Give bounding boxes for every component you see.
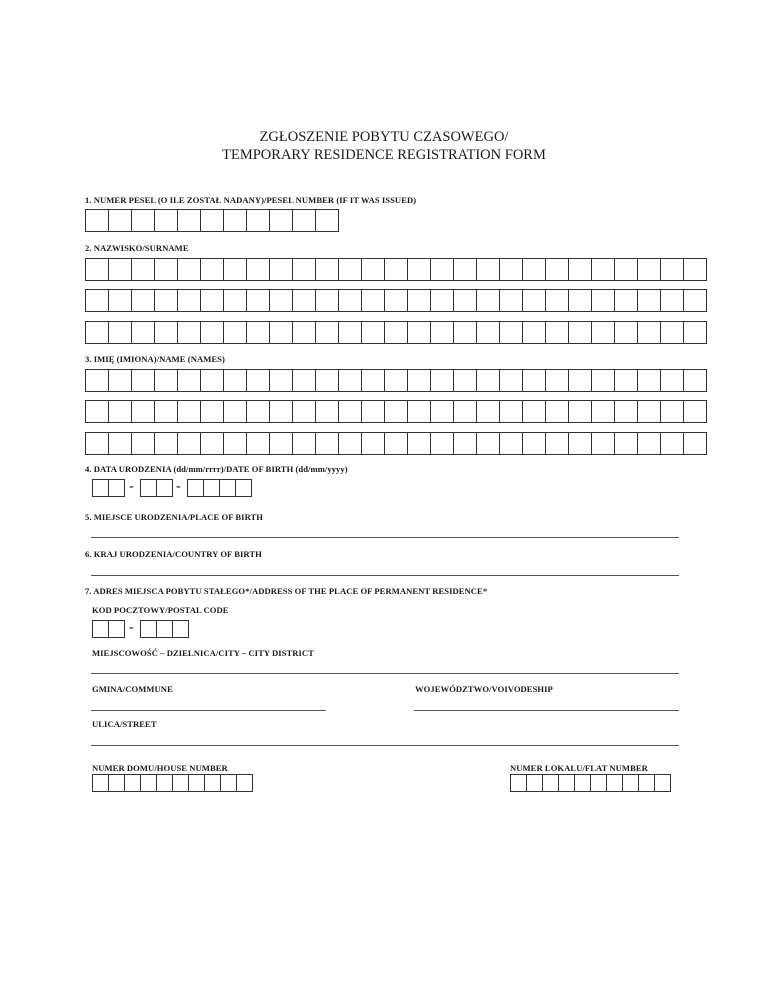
city-label: MIEJSCOWOŚĆ – DZIELNICA/CITY – CITY DISTRICT [92,648,314,658]
char-box[interactable] [201,400,224,423]
char-box[interactable] [385,321,408,344]
char-box[interactable] [546,432,569,455]
surname-input-row-3[interactable] [85,321,707,344]
char-box[interactable] [661,258,684,281]
char-box[interactable] [527,774,543,792]
char-box[interactable] [362,258,385,281]
char-box[interactable] [178,400,201,423]
char-box[interactable] [86,209,109,232]
char-box[interactable] [132,209,155,232]
char-box[interactable] [157,774,173,792]
char-box[interactable] [623,774,639,792]
char-box[interactable] [270,369,293,392]
char-box[interactable] [316,289,339,312]
char-box[interactable] [316,400,339,423]
char-box[interactable] [454,369,477,392]
char-box[interactable] [592,432,615,455]
char-box[interactable] [592,400,615,423]
char-box[interactable] [500,321,523,344]
char-box[interactable] [270,321,293,344]
char-box[interactable] [178,369,201,392]
char-box[interactable] [109,620,125,638]
char-box[interactable] [592,369,615,392]
char-box[interactable] [247,369,270,392]
char-box[interactable] [293,209,316,232]
char-box[interactable] [408,400,431,423]
char-box[interactable] [684,432,707,455]
char-box[interactable] [500,400,523,423]
char-box[interactable] [293,289,316,312]
commune-input-line[interactable] [91,710,326,711]
char-box[interactable] [270,209,293,232]
char-box[interactable] [316,321,339,344]
char-box[interactable] [385,432,408,455]
char-box[interactable] [247,209,270,232]
char-box[interactable] [477,432,500,455]
char-box[interactable] [178,209,201,232]
char-box[interactable] [293,321,316,344]
pesel-input-cells[interactable] [85,209,339,232]
char-box[interactable] [155,400,178,423]
char-box[interactable] [132,321,155,344]
char-box[interactable] [109,432,132,455]
char-box[interactable] [362,400,385,423]
char-box[interactable] [523,400,546,423]
char-box[interactable] [178,432,201,455]
char-box[interactable] [109,209,132,232]
char-box[interactable] [607,774,623,792]
char-box[interactable] [431,258,454,281]
char-box[interactable] [339,369,362,392]
char-box[interactable] [454,432,477,455]
char-box[interactable] [615,289,638,312]
char-box[interactable] [155,289,178,312]
char-box[interactable] [173,774,189,792]
dob-separator-2: - [176,479,181,494]
char-box[interactable] [201,258,224,281]
char-box[interactable] [477,369,500,392]
names-input-row-1[interactable] [85,369,707,392]
char-box[interactable] [477,289,500,312]
char-box[interactable] [339,258,362,281]
char-box[interactable] [385,400,408,423]
postal-code-separator: - [129,620,134,635]
postal-code-prefix-cells[interactable] [92,620,125,638]
char-box[interactable] [569,369,592,392]
char-box[interactable] [247,289,270,312]
char-box[interactable] [224,321,247,344]
char-box[interactable] [155,432,178,455]
char-box[interactable] [639,774,655,792]
voivodeship-input-line[interactable] [414,710,679,711]
char-box[interactable] [157,479,173,497]
char-box[interactable] [615,432,638,455]
char-box[interactable] [591,774,607,792]
char-box[interactable] [638,289,661,312]
surname-input-row-2[interactable] [85,289,707,312]
char-box[interactable] [339,289,362,312]
country-of-birth-label: 6. KRAJ URODZENIA/COUNTRY OF BIRTH [85,549,262,559]
surname-label: 2. NAZWISKO/SURNAME [85,243,189,253]
char-box[interactable] [339,400,362,423]
char-box[interactable] [132,432,155,455]
char-box[interactable] [546,289,569,312]
char-box[interactable] [523,369,546,392]
char-box[interactable] [362,321,385,344]
char-box[interactable] [408,289,431,312]
char-box[interactable] [431,289,454,312]
char-box[interactable] [575,774,591,792]
char-box[interactable] [546,369,569,392]
permanent-address-label: 7. ADRES MIEJSCA POBYTU STAŁEGO*/ADDRESS OF THE PLACE OF PERMANENT RESIDENCE* [85,586,488,596]
char-box[interactable] [615,258,638,281]
char-box[interactable] [385,369,408,392]
char-box[interactable] [220,479,236,497]
char-box[interactable] [109,258,132,281]
char-box[interactable] [500,289,523,312]
dob-month-cells[interactable] [140,479,173,497]
voivodeship-label: WOJEWÓDZTWO/VOIVODESHIP [415,684,553,694]
char-box[interactable] [132,258,155,281]
char-box[interactable] [569,258,592,281]
char-box[interactable] [93,479,109,497]
char-box[interactable] [86,321,109,344]
char-box[interactable] [125,774,141,792]
char-box[interactable] [546,400,569,423]
char-box[interactable] [408,258,431,281]
char-box[interactable] [247,432,270,455]
char-box[interactable] [173,620,189,638]
char-box[interactable] [362,432,385,455]
char-box[interactable] [569,289,592,312]
postal-code-label: KOD POCZTOWY/POSTAL CODE [92,605,229,615]
char-box[interactable] [638,258,661,281]
char-box[interactable] [543,774,559,792]
char-box[interactable] [684,258,707,281]
char-box[interactable] [546,258,569,281]
char-box[interactable] [293,369,316,392]
dob-day-cells[interactable] [92,479,125,497]
char-box[interactable] [362,289,385,312]
house-number-cells[interactable] [92,774,253,792]
char-box[interactable] [86,432,109,455]
char-box[interactable] [408,432,431,455]
char-box[interactable] [270,258,293,281]
char-box[interactable] [661,400,684,423]
pesel-label: 1. NUMER PESEL (O ILE ZOSTAŁ NADANY)/PESEL NUMBER (IF IT WAS ISSUED) [85,195,417,205]
char-box[interactable] [592,321,615,344]
country-of-birth-input-line[interactable] [91,575,679,576]
char-box[interactable] [205,774,221,792]
char-box[interactable] [293,258,316,281]
names-input-row-3[interactable] [85,432,707,455]
char-box[interactable] [316,209,339,232]
char-box[interactable] [661,289,684,312]
street-label: ULICA/STREET [92,719,157,729]
char-box[interactable] [477,258,500,281]
char-box[interactable] [247,400,270,423]
char-box[interactable] [201,289,224,312]
char-box[interactable] [204,479,220,497]
char-box[interactable] [431,400,454,423]
dob-separator-1: - [129,479,134,494]
char-box[interactable] [431,321,454,344]
char-box[interactable] [86,400,109,423]
names-label: 3. IMIĘ (IMIONA)/NAME (NAMES) [85,354,225,364]
place-of-birth-input-line[interactable] [91,537,679,538]
flat-number-cells[interactable] [510,774,671,792]
char-box[interactable] [141,620,157,638]
char-box[interactable] [270,432,293,455]
char-box[interactable] [454,400,477,423]
char-box[interactable] [132,400,155,423]
char-box[interactable] [385,289,408,312]
char-box[interactable] [237,774,253,792]
char-box[interactable] [569,432,592,455]
char-box[interactable] [661,321,684,344]
char-box[interactable] [431,369,454,392]
char-box[interactable] [638,432,661,455]
char-box[interactable] [270,400,293,423]
char-box[interactable] [316,432,339,455]
char-box[interactable] [523,258,546,281]
names-input-row-2[interactable] [85,400,707,423]
char-box[interactable] [316,258,339,281]
char-box[interactable] [224,369,247,392]
dob-label: 4. DATA URODZENIA (dd/mm/rrrr)/DATE OF BIRTH (dd/mm/yyyy) [85,464,348,474]
char-box[interactable] [270,289,293,312]
char-box[interactable] [201,432,224,455]
char-box[interactable] [201,321,224,344]
flat-number-label: NUMER LOKALU/FLAT NUMBER [510,763,648,773]
char-box[interactable] [247,321,270,344]
char-box[interactable] [500,258,523,281]
char-box[interactable] [339,432,362,455]
char-box[interactable] [408,369,431,392]
char-box[interactable] [592,258,615,281]
char-box[interactable] [132,369,155,392]
char-box[interactable] [155,321,178,344]
char-box[interactable] [93,620,109,638]
char-box[interactable] [86,369,109,392]
char-box[interactable] [454,321,477,344]
char-box[interactable] [293,432,316,455]
char-box[interactable] [141,774,157,792]
char-box[interactable] [523,289,546,312]
char-box[interactable] [523,321,546,344]
surname-input-row-1[interactable] [85,258,707,281]
street-input-line[interactable] [91,745,679,746]
char-box[interactable] [155,209,178,232]
char-box[interactable] [155,258,178,281]
form-title-polish: ZGŁOSZENIE POBYTU CZASOWEGO/ [259,129,509,145]
char-box[interactable] [684,369,707,392]
char-box[interactable] [684,321,707,344]
char-box[interactable] [109,369,132,392]
char-box[interactable] [339,321,362,344]
char-box[interactable] [615,369,638,392]
char-box[interactable] [189,774,205,792]
char-box[interactable] [569,321,592,344]
char-box[interactable] [638,400,661,423]
char-box[interactable] [661,369,684,392]
char-box[interactable] [638,369,661,392]
char-box[interactable] [109,479,125,497]
char-box[interactable] [157,620,173,638]
char-box[interactable] [109,289,132,312]
char-box[interactable] [224,400,247,423]
char-box[interactable] [500,369,523,392]
char-box[interactable] [178,321,201,344]
char-box[interactable] [132,289,155,312]
char-box[interactable] [224,209,247,232]
char-box[interactable] [201,209,224,232]
char-box[interactable] [569,400,592,423]
char-box[interactable] [155,369,178,392]
char-box[interactable] [86,289,109,312]
char-box[interactable] [236,479,252,497]
char-box[interactable] [93,774,109,792]
char-box[interactable] [615,321,638,344]
postal-code-suffix-cells[interactable] [140,620,189,638]
char-box[interactable] [178,258,201,281]
char-box[interactable] [431,432,454,455]
char-box[interactable] [178,289,201,312]
char-box[interactable] [684,289,707,312]
city-input-line[interactable] [91,673,679,674]
char-box[interactable] [362,369,385,392]
char-box[interactable] [109,321,132,344]
char-box[interactable] [316,369,339,392]
char-box[interactable] [592,289,615,312]
char-box[interactable] [477,321,500,344]
char-box[interactable] [188,479,204,497]
char-box[interactable] [385,258,408,281]
char-box[interactable] [559,774,575,792]
char-box[interactable] [247,258,270,281]
char-box[interactable] [615,400,638,423]
char-box[interactable] [684,400,707,423]
place-of-birth-label: 5. MIEJSCE URODZENIA/PLACE OF BIRTH [85,512,264,522]
char-box[interactable] [293,400,316,423]
char-box[interactable] [546,321,569,344]
form-title-english: TEMPORARY RESIDENCE REGISTRATION FORM [222,147,546,163]
char-box[interactable] [661,432,684,455]
char-box[interactable] [224,258,247,281]
dob-year-cells[interactable] [187,479,252,497]
char-box[interactable] [408,321,431,344]
char-box[interactable] [454,289,477,312]
commune-label: GMINA/COMMUNE [92,684,173,694]
char-box[interactable] [86,258,109,281]
char-box[interactable] [201,369,224,392]
char-box[interactable] [141,479,157,497]
char-box[interactable] [221,774,237,792]
char-box[interactable] [500,432,523,455]
char-box[interactable] [109,774,125,792]
char-box[interactable] [511,774,527,792]
char-box[interactable] [224,432,247,455]
char-box[interactable] [523,432,546,455]
char-box[interactable] [638,321,661,344]
char-box[interactable] [109,400,132,423]
char-box[interactable] [655,774,671,792]
char-box[interactable] [224,289,247,312]
house-number-label: NUMER DOMU/HOUSE NUMBER [92,763,228,773]
char-box[interactable] [454,258,477,281]
char-box[interactable] [477,400,500,423]
